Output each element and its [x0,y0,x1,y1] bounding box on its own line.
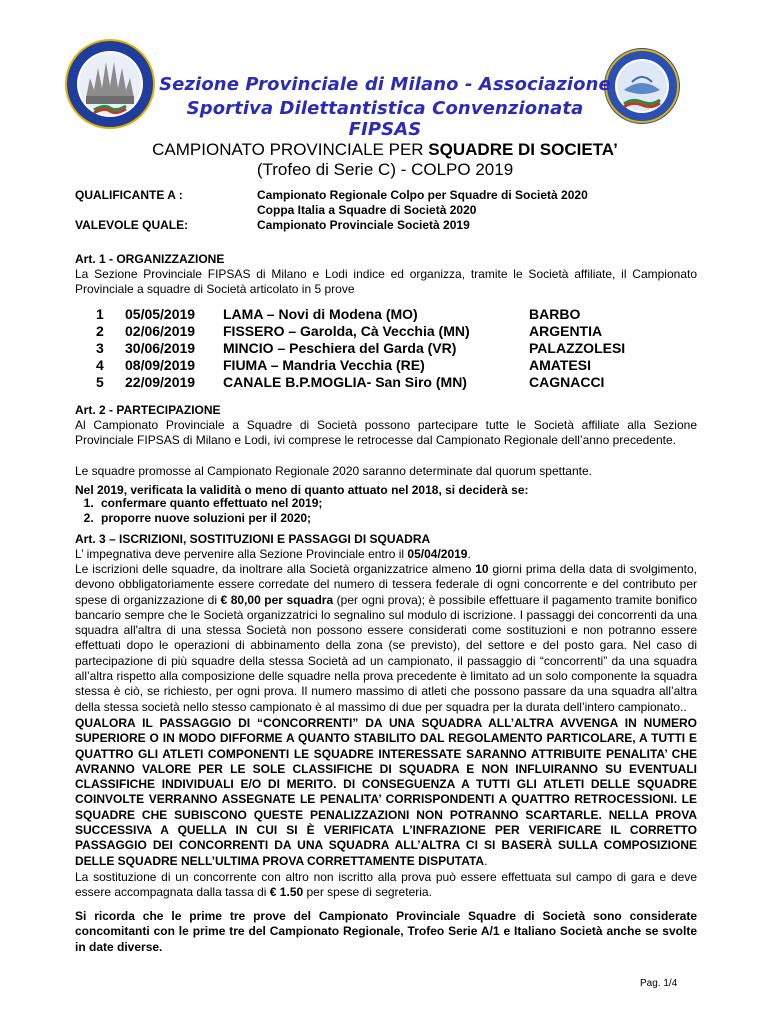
round-number: 2 [96,323,104,339]
substitution-fee: € 1.50 [269,885,304,900]
document-subtitle: (Trofeo di Serie C) - COLPO 2019 [256,160,514,179]
art1-text: La Sezione Provinciale FIPSAS di Milano e Lodi indice ed organizza, tramite le Società affiliate, il Campionato Provinciale a squadre di Società articolato in 5 prove [75,267,697,297]
round-club: ARGENTIA [529,323,603,339]
art2-heading: Art. 2 - PARTECIPAZIONE [75,403,221,417]
decision-list [75,496,322,527]
qualifier-value-1: Campionato Regionale Colpo per Squadre di Società 2020 [257,188,588,202]
art3-p4-text-b: per spese di segreteria. [303,885,432,900]
art1-heading: Art. 1 - ORGANIZZAZIONE [75,252,225,266]
round-club: BARBO [529,306,581,322]
art3-p4-text-a: La sostituzione di un concorrente con altro non iscritto alla prova può essere effettuata sul campo di gara e deve essere accompagnata dalla tassa di [75,870,697,900]
header-line-2: Sportiva Dilettantistica Convenzionata FIPSAS [186,98,584,140]
art3-paragraph-5: Si ricorda che le prime tre prove del Campionato Provinciale Squadre di Società sono considerate concomitanti con le prime tre del Campionato Regionale, Trofeo Serie A/1 e Italiano Società anche se svolte in date diverse. [75,909,697,954]
list-item: 2. proporre nuove soluzioni per il 2020; [97,511,322,526]
page-number: Pag. 1/4 [640,978,678,989]
title-bold: SQUADRE DI SOCIETA’ [428,140,618,159]
round-number: 1 [96,306,104,322]
art3-heading: Art. 3 – ISCRIZIONI, SOSTITUZIONI E PASSAGGI DI SQUADRA [75,532,431,546]
art2-paragraph-1: Al Campionato Provinciale a Squadre di Società possono partecipare tutte le Società affiliate alla Sezione Provinciale FIPSAS di Milano e Lodi, ivi comprese le retrocesse dal Campionato Regionale dell’anno precedente. [75,418,697,448]
round-venue: CANALE B.P.MOGLIA- San Siro (MN) [223,374,467,390]
valid-label: VALEVOLE QUALE: [75,218,189,232]
art3-paragraph-1 [75,547,697,562]
round-venue: MINCIO – Peschiera del Garda (VR) [223,340,457,356]
title-prefix: CAMPIONATO PROVINCIALE PER [152,140,429,159]
art3-p1-end: . [467,547,471,561]
header-line-1: Sezione Provinciale di Milano - Associazione [159,74,611,95]
round-number: 5 [96,374,104,390]
art3-p2-text-a: Le iscrizioni delle squadre, da inoltrare alla Società organizzatrice almeno [75,562,476,576]
qualifier-label: QUALIFICANTE A : [75,188,183,202]
round-club: PALAZZOLESI [529,340,626,356]
entry-fee: € 80,00 per squadra [220,592,334,607]
qualifier-value-2: Coppa Italia a Squadre di Società 2020 [257,203,477,217]
round-venue: FISSERO – Garolda, Cà Vecchia (MN) [223,323,470,339]
art3-p2-text-c: (per ogni prova); è possibile effettuare il pagamento tramite bonifico bancario sempre che le Società organizzatrici lo segnalino sul modulo di iscrizione. I passaggi dei concorrenti da una squadra all'altra di una stessa Società non possono essere considerati come sostituzioni e non potranno essere effettuati dopo le operazioni di abbinamento della zona (se previsto), del settore e del posto gara. Nel caso di partecipazione di più squadre della stessa Società ad un campionato, il passaggio di “concorrenti” da una squadra all’altra rispetto alla composizione delle squadre nella prova precedente è limitato ad un solo componente la squadra stessa è ciò, se richiesto, per ogni prova. Il numero massimo di atleti che possono passare da una squadra all’altra della stessa società nello stesso campionato è al massimo di due per squadra per la durata dell’intero campionato.. [75,592,697,714]
round-number: 4 [96,357,104,373]
art3-paragraph-3 [75,716,697,869]
round-club: AMATESI [529,357,591,373]
art3-p1-text: L’ impegnativa deve pervenire alla Sezione Provinciale entro il [75,547,408,561]
round-date: 08/09/2019 [125,357,196,373]
art3-p3-bold: QUALORA IL PASSAGGIO DI “CONCORRENTI” DA UNA SQUADRA ALL’ALTRA AVVENGA IN NUMERO SUPERIORE O IN MODO DIFFORME A QUANTO STABILITO DAL REGOLAMENTO PARTICOLARE, A TUTTI E QUATTRO GLI ATLETI COMPONENTI LE SQUADRE INTERESSATE SARANNO ATTRIBUITE PENALITA’ CHE AVRANNO VALORE PER LE SOLE CLASSIFICHE DI SQUADRA E NON INFLUIRANNO SU EVENTUALI CLASSIFICHE INDIVIDUALI E/O DI MERITO. DI CONSEGUENZA A TUTTI GLI ATLETI DELLE SQUADRE COINVOLTE VERRANNO ASSEGNATE LE PENALITA’ CORRISPONDENTI A QUATTRO RETROCESSIONI. LE SQUADRE CHE SUBISCONO QUESTE PENALIZZAZIONI NON POTRANNO SCARTARLE. NELLA PROVA SUCCESSIVA A QUELLA IN CUI SI È VERIFICATA L’INFRAZIONE PER VERIFICARE IL CORRETTO PASSAGGIO DEI CONCORRENTI DA UNA SQUADRA ALL’ALTRA CI SI BASERÀ SULLA COMPOSIZIONE DELLE SQUADRE NELL’ULTIMA PROVA CORRETTAMENTE DISPUTATA [75,716,697,868]
round-date: 22/09/2019 [125,374,196,390]
art3-p3-end: . [484,853,488,868]
round-venue: FIUMA – Mandria Vecchia (RE) [223,357,425,373]
note-2019: Nel 2019, verificata la validità o meno di quanto attuato nel 2018, si deciderà se: [75,483,529,497]
art2-paragraph-2: Le squadre promosse al Campionato Regionale 2020 saranno determinate dal quorum spettante. [75,464,592,478]
days-before: 10 [475,562,489,576]
round-date: 05/05/2019 [125,306,196,322]
round-date: 30/06/2019 [125,340,196,356]
art3-paragraph-4 [75,870,697,901]
document-title [0,140,770,160]
round-venue: LAMA – Novi di Modena (MO) [223,306,418,322]
round-club: CAGNACCI [529,374,605,390]
list-item: 1. confermare quanto effettuato nel 2019; [97,496,322,511]
round-number: 3 [96,340,104,356]
fipsas-milano-logo [64,38,156,130]
round-date: 02/06/2019 [125,323,196,339]
deadline-date: 05/04/2019 [407,547,468,561]
art3-p2-text-b: giorni prima della data di svolgimento, devono obbligatoriamente essere corredate del numero di tessera federale di ogni concorrente e del contributo per spese di organizzazione di [75,562,697,607]
valid-value: Campionato Provinciale Società 2019 [257,218,470,232]
art3-paragraph-2 [75,562,697,715]
